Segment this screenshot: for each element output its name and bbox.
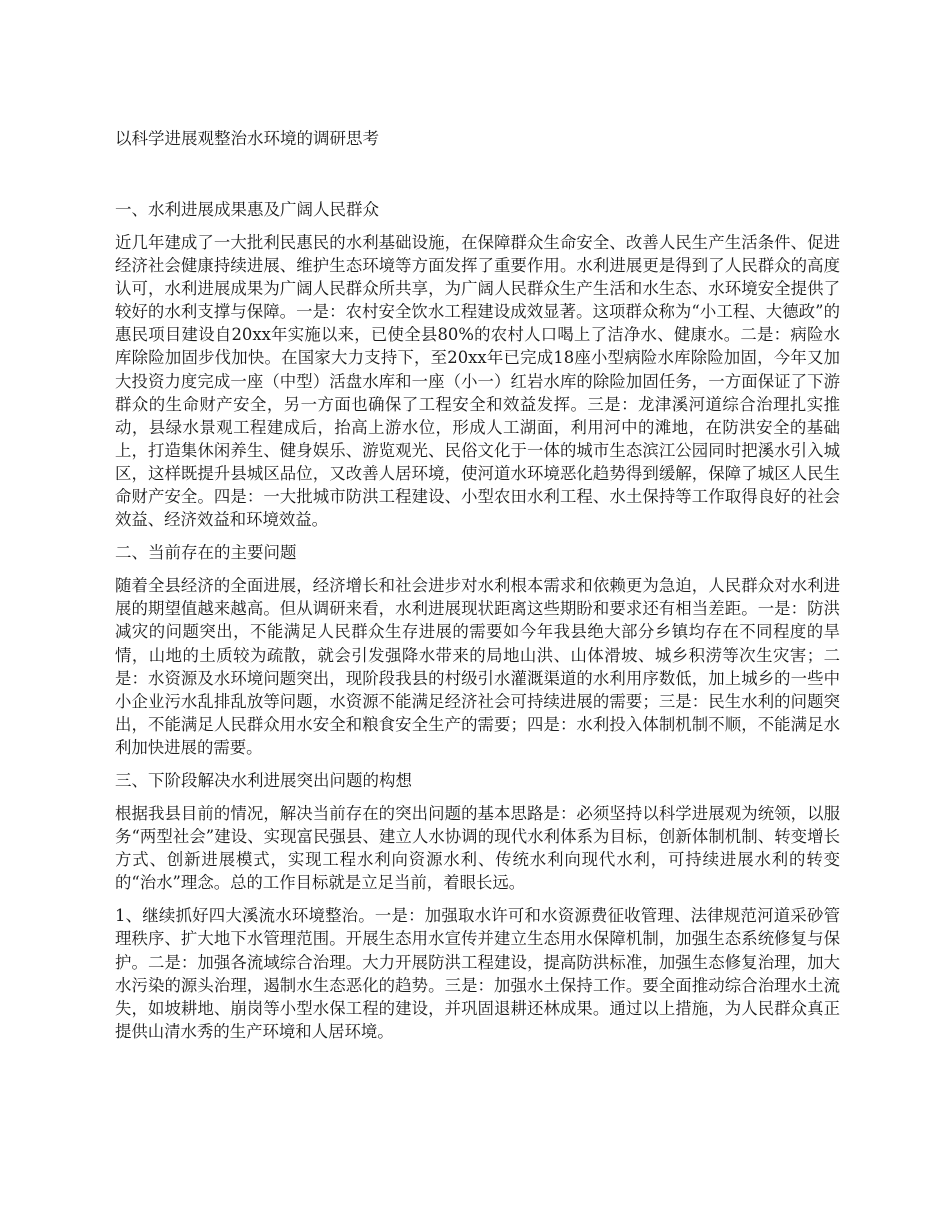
section-heading-3: 三、下阶段解决水利进展突出问题的构想 <box>115 770 412 790</box>
section-heading-1: 一、水利进展成果惠及广阔人民群众 <box>115 200 379 219</box>
section-2-paragraph: 随着全县经济的全面进展，经济增长和社会进步对水利根本需求和依赖更为急迫，人民群众对水利进展的期望值越来越高。但从调研来看，水利进展现状距离这些期盼和要求还有相当差距。一是：防洪减灾的问题突出，不能满足人民群众生存进展的需要如今年我县绝大部分乡镇均存在不同程度的旱情，山地的土质较为疏散，就会引发强降水带来的局地山洪、山体滑坡、城乡积涝等次生灾害；二是：水资源及水环境问题突出，现阶段我县的村级引水灌溉渠道的水利用序数低，加上城乡的一些中小企业污水乱排乱放等问题，水资源不能满足经济社会可持续进展的需要；三是：民生水利的问题突出，不能满足人民群众用水安全和粮食安全生产的需要；四是：水利投入体制机制不顺，不能满足水利加快进展的需要。 <box>115 576 840 757</box>
section-3-paragraph-2: 1、继续抓好四大溪流水环境整治。一是：加强取水许可和水资源费征收管理、法律规范河道采砂管理秩序、扩大地下水管理范围。开展生态用水宣传并建立生态用水保障机制，加强生态系统修复与保护。二是：加强各流域综合治理。大力开展防洪工程建设，提高防洪标准，加强生态修复治理，加大水污染的源头治理，遏制水生态恶化的趋势。三是：加强水土保持工作。要全面推动综合治理水土流失，如坡耕地、崩岗等小型水保工程的建设，并巩固退耕还林成果。通过以上措施，为人民群众真正提供山清水秀的生产环境和人居环境。 <box>115 906 840 1041</box>
document-title: 以科学进展观整治水环境的调研思考 <box>115 129 379 148</box>
section-1-paragraph: 近几年建成了一大批利民惠民的水利基础设施，在保障群众生命安全、改善人民生产生活条件、促进经济社会健康持续进展、维护生态环境等方面发挥了重要作用。水利进展更是得到了人民群众的高度认可，水利进展成果为广阔人民群众所共享，为广阔人民群众生产生活和水生态、水环境安全提供了较好的水利支撑与保障。一是：农村安全饮水工程建设成效显著。这项群众称为“小工程、大德政”的惠民项目建设自20xx年实施以来，已使全县80%的农村人口喝上了洁净水、健康水。二是：病险水库除险加固步伐加快。在国家大力支持下，至20xx年已完成18座小型病险水库除险加固，今年又加大投资力度完成一座（中型）活盘水库和一座（小一）红岩水库的除险加固任务，一方面保证了下游群众的生命财产安全，另一方面也确保了工程安全和效益发挥。三是：龙津溪河道综合治理扎实推动，县绿水景观工程建成后，抬高上游水位，形成人工湖面，利用河中的滩地，在防洪安全的基础上，打造集休闲养生、健身娱乐、游览观光、民俗文化于一体的城市生态滨江公园同时把溪水引入城区，这样既提升县城区品位，又改善人居环境，使河道水环境恶化趋势得到缓解，保障了城区人民生命财产安全。四是：一大批城市防洪工程建设、小型农田水利工程、水土保持等工作取得良好的社会效益、经济效益和环境效益。 <box>115 233 840 530</box>
document-body <box>115 198 840 1053</box>
section-3-paragraph-1: 根据我县目前的情况，解决当前存在的突出问题的基本思路是：必须坚持以科学进展观为统领，以服务“两型社会”建设、实现富民强县、建立人水协调的现代水利体系为目标，创新体制机制、转变增长方式、创新进展模式，实现工程水利向资源水利、传统水利向现代水利，可持续进展水利的转变的“治水”理念。总的工作目标就是立足当前，着眼长远。 <box>115 803 840 893</box>
section-heading-2: 二、当前存在的主要问题 <box>115 543 297 563</box>
